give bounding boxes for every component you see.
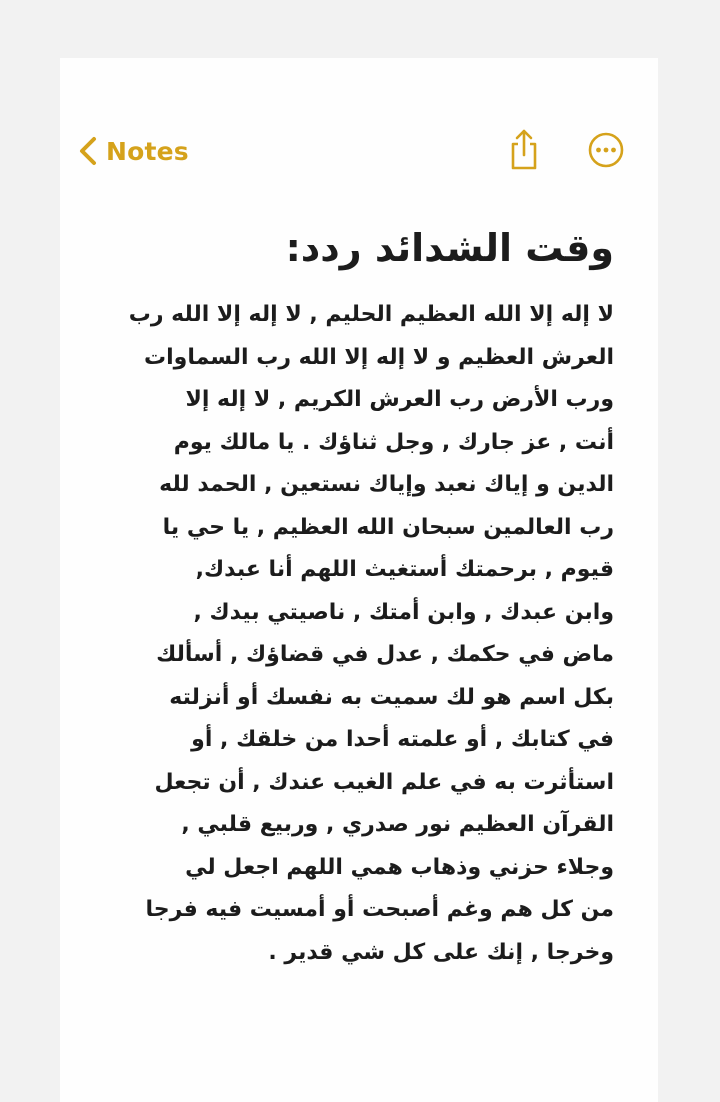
note-line: قيوم , برحمتك أستغيث اللهم أنا عبدك, [195,557,614,582]
back-button-label: Notes [106,136,189,166]
note-line: العرش العظيم و لا إله إلا الله رب السماوات [144,344,614,370]
share-button[interactable] [504,128,544,174]
more-circle-icon [587,131,625,174]
note-line: وابن عبدك , وابن أمتك , ناصيتي بيدك , [193,599,614,625]
note-line: ماض في حكمك , عدل في قضاؤك , أسألك [156,642,614,667]
chevron-left-icon [78,136,98,166]
note-line: أنت , عز جارك , وجل ثناؤك . يا مالك يوم [173,429,614,455]
note-line: رب العالمين سبحان الله العظيم , يا حي يا [162,514,614,540]
note-body[interactable] [102,294,614,974]
note-line: وخرجا , إنك على كل شي قدير . [268,939,614,965]
note-title: وقت الشدائد ردد: [285,226,614,270]
note-line: الدين و إياك نعبد وإياك نستعين , الحمد لله [159,472,614,497]
note-line: ورب الأرض رب العرش الكريم , لا إله إلا [185,387,614,412]
note-line: بكل اسم هو لك سميت به نفسك أو أنزلته [169,684,614,710]
back-button[interactable] [78,128,189,174]
note-line: لا إله إلا الله العظيم الحليم , لا إله إلا الله رب [128,302,614,327]
share-icon [507,127,541,176]
note-line: وجلاء حزني وذهاب همي اللهم اجعل لي [185,854,614,880]
note-line: في كتابك , أو علمته أحدا من خلقك , أو [191,727,614,752]
note-line: القرآن العظيم نور صدري , وربيع قلبي , [181,812,614,837]
note-line: استأثرت به في علم الغيب عندك , أن تجعل [154,769,614,795]
note-screen [60,58,658,1102]
note-line: من كل هم وغم أصبحت أو أمسيت فيه فرجا [145,897,614,922]
navigation-bar [60,128,658,178]
more-button[interactable] [586,132,626,172]
